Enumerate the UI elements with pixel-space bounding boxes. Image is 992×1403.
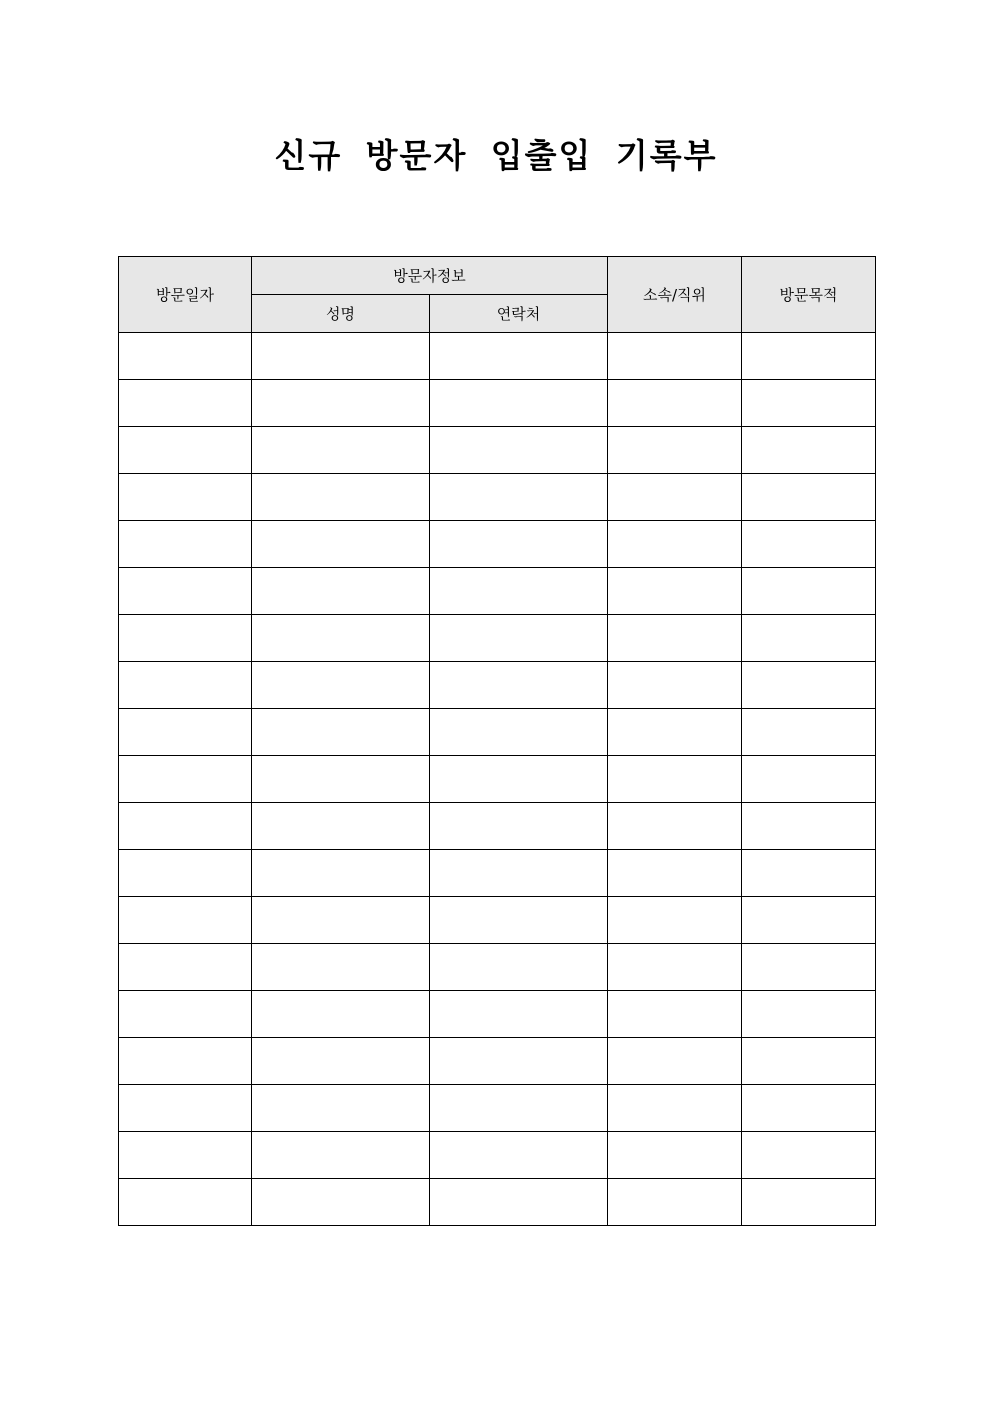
table-row xyxy=(119,427,876,474)
cell-visit-purpose[interactable] xyxy=(742,1132,876,1179)
cell-visit-date[interactable] xyxy=(119,756,252,803)
cell-name[interactable] xyxy=(252,568,430,615)
table-row xyxy=(119,756,876,803)
cell-visit-purpose[interactable] xyxy=(742,380,876,427)
cell-name[interactable] xyxy=(252,521,430,568)
table-row xyxy=(119,662,876,709)
cell-visit-purpose[interactable] xyxy=(742,568,876,615)
cell-visit-date[interactable] xyxy=(119,474,252,521)
table-row xyxy=(119,897,876,944)
cell-affiliation-position[interactable] xyxy=(608,1132,742,1179)
table-row xyxy=(119,709,876,756)
cell-affiliation-position[interactable] xyxy=(608,568,742,615)
cell-contact[interactable] xyxy=(430,1085,608,1132)
cell-visit-purpose[interactable] xyxy=(742,427,876,474)
cell-visit-purpose[interactable] xyxy=(742,709,876,756)
cell-name[interactable] xyxy=(252,1132,430,1179)
page-title: 신규 방문자 입출입 기록부 xyxy=(274,136,718,175)
cell-visit-purpose[interactable] xyxy=(742,1038,876,1085)
cell-name[interactable] xyxy=(252,897,430,944)
cell-affiliation-position[interactable] xyxy=(608,427,742,474)
cell-name[interactable] xyxy=(252,944,430,991)
cell-visit-date[interactable] xyxy=(119,568,252,615)
table-row xyxy=(119,1179,876,1226)
header-visit-date: 방문일자 xyxy=(119,257,252,333)
cell-visit-purpose[interactable] xyxy=(742,333,876,380)
cell-visit-purpose[interactable] xyxy=(742,803,876,850)
cell-name[interactable] xyxy=(252,333,430,380)
cell-contact[interactable] xyxy=(430,991,608,1038)
cell-affiliation-position[interactable] xyxy=(608,944,742,991)
cell-name[interactable] xyxy=(252,380,430,427)
cell-affiliation-position[interactable] xyxy=(608,991,742,1038)
cell-visit-purpose[interactable] xyxy=(742,850,876,897)
cell-visit-purpose[interactable] xyxy=(742,897,876,944)
cell-contact[interactable] xyxy=(430,1038,608,1085)
cell-visit-purpose[interactable] xyxy=(742,991,876,1038)
cell-visit-date[interactable] xyxy=(119,897,252,944)
cell-visit-purpose[interactable] xyxy=(742,615,876,662)
table-row xyxy=(119,803,876,850)
cell-affiliation-position[interactable] xyxy=(608,897,742,944)
cell-name[interactable] xyxy=(252,1179,430,1226)
cell-name[interactable] xyxy=(252,1038,430,1085)
cell-visit-date[interactable] xyxy=(119,662,252,709)
visitor-log-table xyxy=(118,256,876,1226)
cell-affiliation-position[interactable] xyxy=(608,521,742,568)
cell-contact[interactable] xyxy=(430,756,608,803)
cell-contact[interactable] xyxy=(430,427,608,474)
table-row xyxy=(119,380,876,427)
cell-visit-date[interactable] xyxy=(119,1085,252,1132)
cell-visit-purpose[interactable] xyxy=(742,521,876,568)
cell-affiliation-position[interactable] xyxy=(608,803,742,850)
header-row-top xyxy=(119,257,876,295)
cell-contact[interactable] xyxy=(430,380,608,427)
cell-affiliation-position[interactable] xyxy=(608,662,742,709)
table-row xyxy=(119,333,876,380)
header-contact: 연락처 xyxy=(430,295,608,333)
cell-affiliation-position[interactable] xyxy=(608,333,742,380)
visitor-log-body xyxy=(119,257,876,1226)
cell-name[interactable] xyxy=(252,850,430,897)
cell-visit-purpose[interactable] xyxy=(742,662,876,709)
cell-affiliation-position[interactable] xyxy=(608,756,742,803)
cell-affiliation-position[interactable] xyxy=(608,850,742,897)
cell-visit-purpose[interactable] xyxy=(742,1085,876,1132)
table-row xyxy=(119,850,876,897)
cell-visit-date[interactable] xyxy=(119,1038,252,1085)
cell-affiliation-position[interactable] xyxy=(608,615,742,662)
cell-visit-purpose[interactable] xyxy=(742,474,876,521)
cell-contact[interactable] xyxy=(430,850,608,897)
cell-name[interactable] xyxy=(252,427,430,474)
cell-name[interactable] xyxy=(252,474,430,521)
cell-visit-date[interactable] xyxy=(119,850,252,897)
cell-visit-date[interactable] xyxy=(119,803,252,850)
cell-contact[interactable] xyxy=(430,944,608,991)
cell-visit-date[interactable] xyxy=(119,944,252,991)
cell-visit-date[interactable] xyxy=(119,1179,252,1226)
cell-visit-purpose[interactable] xyxy=(742,756,876,803)
table-row xyxy=(119,568,876,615)
table-row xyxy=(119,474,876,521)
table-row xyxy=(119,615,876,662)
cell-contact[interactable] xyxy=(430,615,608,662)
cell-name[interactable] xyxy=(252,991,430,1038)
cell-contact[interactable] xyxy=(430,897,608,944)
cell-affiliation-position[interactable] xyxy=(608,1038,742,1085)
cell-visit-date[interactable] xyxy=(119,380,252,427)
cell-contact[interactable] xyxy=(430,521,608,568)
header-visit-purpose: 방문목적 xyxy=(742,257,876,333)
cell-visit-date[interactable] xyxy=(119,427,252,474)
cell-name[interactable] xyxy=(252,709,430,756)
cell-name[interactable] xyxy=(252,1085,430,1132)
cell-visit-date[interactable] xyxy=(119,709,252,756)
cell-name[interactable] xyxy=(252,662,430,709)
cell-visit-date[interactable] xyxy=(119,521,252,568)
header-visitor-info: 방문자정보 xyxy=(252,257,608,295)
cell-visit-date[interactable] xyxy=(119,1132,252,1179)
cell-affiliation-position[interactable] xyxy=(608,380,742,427)
cell-visit-date[interactable] xyxy=(119,333,252,380)
cell-affiliation-position[interactable] xyxy=(608,1085,742,1132)
cell-affiliation-position[interactable] xyxy=(608,709,742,756)
table-row xyxy=(119,1038,876,1085)
header-affiliation-position: 소속/직위 xyxy=(608,257,742,333)
cell-affiliation-position[interactable] xyxy=(608,474,742,521)
cell-visit-purpose[interactable] xyxy=(742,944,876,991)
table-row xyxy=(119,944,876,991)
cell-visit-purpose[interactable] xyxy=(742,1179,876,1226)
cell-name[interactable] xyxy=(252,803,430,850)
table-row xyxy=(119,1085,876,1132)
cell-name[interactable] xyxy=(252,615,430,662)
table-row xyxy=(119,521,876,568)
cell-affiliation-position[interactable] xyxy=(608,1179,742,1226)
cell-contact[interactable] xyxy=(430,333,608,380)
cell-name[interactable] xyxy=(252,756,430,803)
table-row xyxy=(119,1132,876,1179)
table-row xyxy=(119,991,876,1038)
cell-contact[interactable] xyxy=(430,1132,608,1179)
cell-contact[interactable] xyxy=(430,1179,608,1226)
cell-contact[interactable] xyxy=(430,568,608,615)
cell-contact[interactable] xyxy=(430,474,608,521)
cell-contact[interactable] xyxy=(430,662,608,709)
cell-visit-date[interactable] xyxy=(119,615,252,662)
header-name: 성명 xyxy=(252,295,430,333)
cell-visit-date[interactable] xyxy=(119,991,252,1038)
cell-contact[interactable] xyxy=(430,803,608,850)
cell-contact[interactable] xyxy=(430,709,608,756)
